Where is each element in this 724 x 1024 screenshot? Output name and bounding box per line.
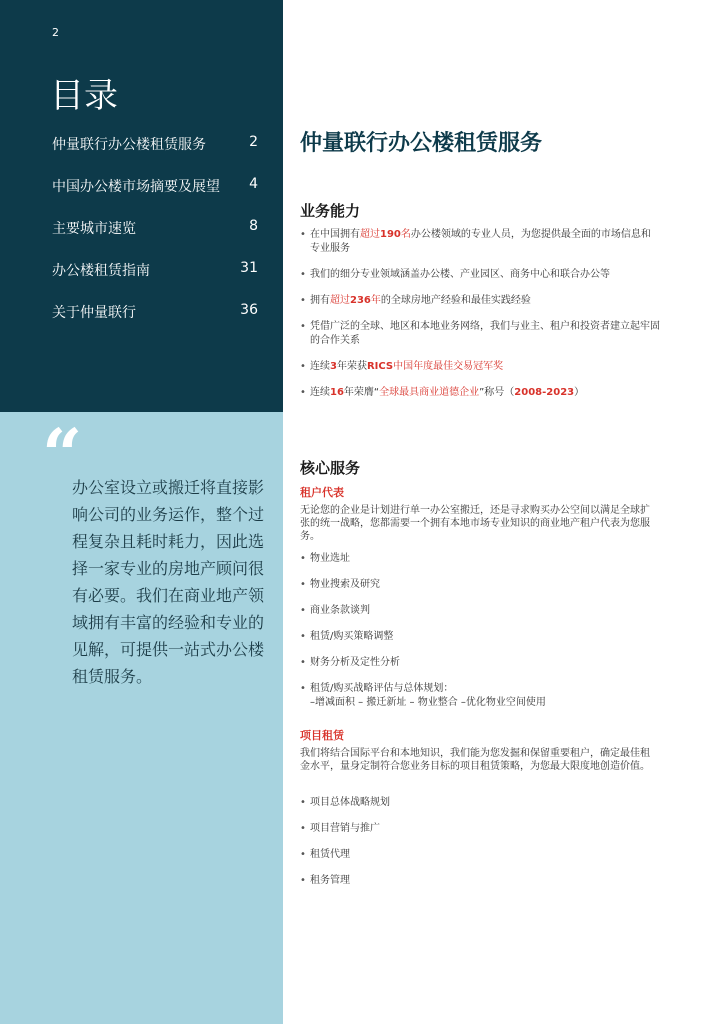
page-title: 仲量联行办公楼租赁服务 [300, 131, 543, 156]
list-item: • 项目总体战略规划 [300, 796, 660, 810]
list-item: • 租赁/购买战略评估与总体规划： –增减面积 – 搬迁新址 – 物业整合 –优化物业空间使用 [300, 682, 660, 710]
list-item: • 连续3年荣获RICS中国年度最佳交易冠军奖 [300, 360, 660, 374]
list-item: • 连续16年荣膺“全球最具商业道德企业”称号（2008-2023） [300, 386, 660, 400]
toc-item[interactable] [52, 218, 258, 260]
toc-item-page: 8 [249, 218, 258, 234]
toc-title: 目录 [50, 76, 118, 116]
toc-item-page: 36 [240, 302, 258, 318]
sub-items: –增减面积 – 搬迁新址 – 物业整合 –优化物业空间使用 [310, 697, 546, 708]
list-item: • 财务分析及定性分析 [300, 656, 660, 670]
capabilities-list [300, 228, 660, 400]
toc-item-label: 办公楼租赁指南 [52, 263, 150, 279]
toc-list [52, 134, 258, 344]
toc-item-page: 2 [249, 134, 258, 150]
core-services-heading: 核心服务 [300, 459, 361, 477]
tenant-rep-heading: 租户代表 [300, 486, 344, 499]
quote-mark-icon: “ [42, 413, 83, 496]
list-item: • 租赁代理 [300, 848, 660, 862]
page-number: 2 [52, 26, 59, 39]
list-item: • 拥有超过236年的全球房地产经验和最佳实践经验 [300, 294, 660, 308]
capabilities-heading: 业务能力 [300, 202, 361, 220]
tenant-rep-list [300, 552, 660, 710]
list-item: • 项目营销与推广 [300, 822, 660, 836]
toc-item[interactable] [52, 134, 258, 176]
list-item: • 租务管理 [300, 874, 660, 888]
project-leasing-description: 我们将结合国际平台和本地知识，我们能为您发掘和保留重要租户，确定最佳租金水平，量身定制符合您业务目标的项目租赁策略，为您最大限度地创造价值。 [300, 748, 650, 772]
list-item: • 在中国拥有超过190名办公楼领域的专业人员，为您提供最全面的市场信息和专业服务 [300, 228, 660, 256]
toc-item-page: 31 [240, 260, 258, 276]
project-leasing-heading: 项目租赁 [300, 729, 344, 742]
tenant-rep-description: 无论您的企业是计划进行单一办公室搬迁，还是寻求购买办公空间以满足全球扩张的统一战略，您都需要一个拥有本地市场专业知识的商业地产租户代表为您服务。 [300, 505, 650, 542]
project-leasing-list [300, 796, 660, 888]
list-item: • 商业条款谈判 [300, 604, 660, 618]
toc-item[interactable] [52, 176, 258, 218]
toc-item[interactable] [52, 260, 258, 302]
list-item: • 我们的细分专业领域涵盖办公楼、产业园区、商务中心和联合办公等 [300, 268, 660, 282]
toc-item-label: 主要城市速览 [52, 221, 136, 237]
toc-item[interactable] [52, 302, 258, 344]
pull-quote: 办公室设立或搬迁将直接影响公司的业务运作，整个过程复杂且耗时耗力，因此选择一家专业的房地产顾问很有必要。我们在商业地产领域拥有丰富的经验和专业的见解，可提供一站式办公楼租赁服务。 [72, 478, 265, 686]
toc-item-label: 关于仲量联行 [52, 305, 136, 321]
list-item: • 租赁/购买策略调整 [300, 630, 660, 644]
toc-item-page: 4 [249, 176, 258, 192]
list-item: • 物业搜索及研究 [300, 578, 660, 592]
list-item: • 凭借广泛的全球、地区和本地业务网络，我们与业主、租户和投资者建立起牢固的合作关系 [300, 320, 660, 348]
toc-item-label: 仲量联行办公楼租赁服务 [52, 137, 206, 153]
toc-item-label: 中国办公楼市场摘要及展望 [52, 179, 220, 195]
list-item: • 物业选址 [300, 552, 660, 566]
